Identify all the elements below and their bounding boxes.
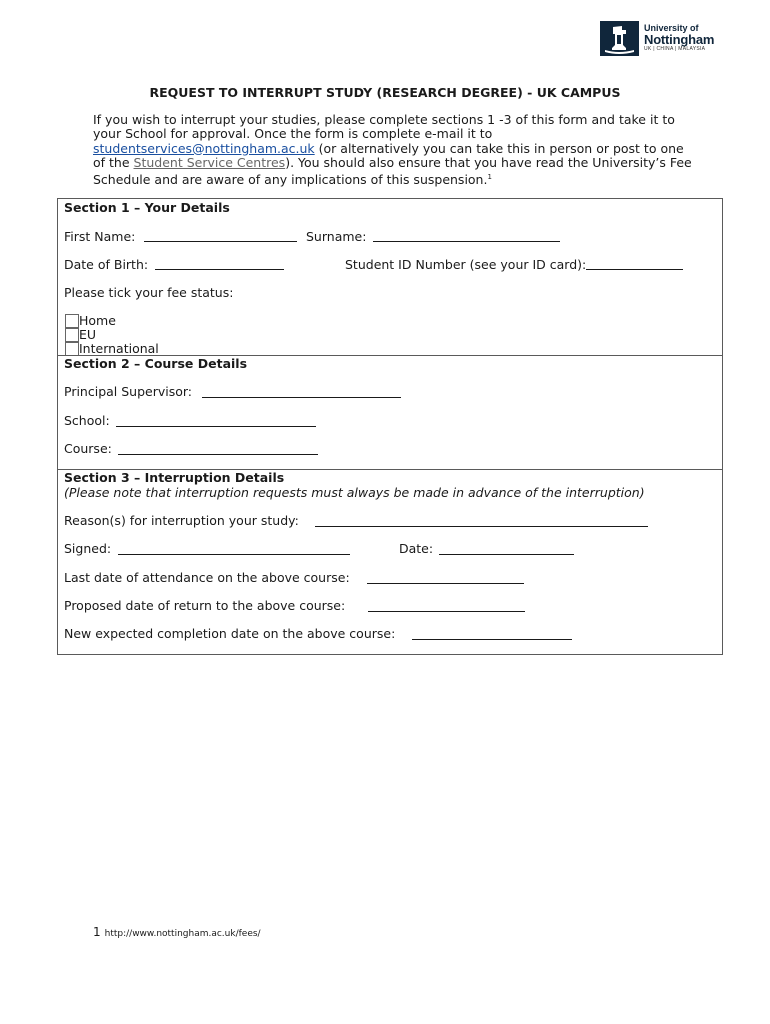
fee-eu-checkbox[interactable]	[65, 328, 79, 342]
shield-icon	[600, 21, 639, 56]
logo-line-3: UK | CHINA | MALAYSIA	[644, 46, 706, 52]
reasons-field[interactable]	[315, 526, 648, 527]
footnote	[93, 924, 261, 939]
fee-status-prompt: Please tick your fee status:	[64, 285, 234, 300]
surname-field[interactable]	[373, 241, 560, 242]
supervisor-label: Principal Supervisor:	[64, 384, 193, 399]
reasons-label: Reason(s) for interruption your study:	[64, 513, 299, 528]
university-logo	[600, 21, 715, 56]
section2-heading: Section 2 – Course Details	[64, 356, 248, 371]
completion-date-label: New expected completion date on the above course:	[64, 626, 396, 641]
first-name-label: First Name:	[64, 229, 136, 244]
logo-wordmark	[644, 24, 714, 52]
footnote-url[interactable]: http://www.nottingham.ac.uk/fees/	[104, 929, 261, 939]
supervisor-field[interactable]	[202, 397, 401, 398]
section1-heading: Section 1 – Your Details	[64, 200, 230, 215]
school-field[interactable]	[116, 426, 316, 427]
course-label: Course:	[64, 441, 112, 456]
date-label: Date:	[399, 541, 434, 556]
student-id-field[interactable]	[586, 269, 683, 270]
intro-paragraph	[93, 113, 693, 188]
date-field[interactable]	[439, 554, 574, 555]
intro-text-2: (or alternatively you can take this in person or post to one of the	[93, 140, 684, 170]
section3-heading: Section 3 – Interruption Details	[64, 470, 285, 485]
section3-note: (Please note that interruption requests must always be made in advance of the interruption)	[64, 485, 645, 500]
form-table	[57, 198, 723, 655]
signed-label: Signed:	[64, 541, 112, 556]
fee-international-label: International	[79, 341, 159, 356]
intro-text-1: If you wish to interrupt your studies, please complete sections 1 -3 of this form and take it to your School for approval. Once the form is complete e-mail it to	[93, 112, 675, 142]
dob-label: Date of Birth:	[64, 257, 149, 272]
footnote-number: 1	[93, 925, 101, 939]
fee-home-label: Home	[79, 313, 116, 328]
signed-field[interactable]	[118, 554, 350, 555]
school-label: School:	[64, 413, 110, 428]
document-title: REQUEST TO INTERRUPT STUDY (RESEARCH DEGREE) - UK CAMPUS	[149, 85, 621, 100]
email-link[interactable]: studentservices@nottingham.ac.uk	[93, 140, 315, 156]
last-date-field[interactable]	[367, 583, 524, 584]
fee-home-checkbox[interactable]	[65, 314, 79, 328]
footnote-ref[interactable]: 1	[487, 173, 492, 182]
surname-label: Surname:	[306, 229, 367, 244]
first-name-field[interactable]	[144, 241, 297, 242]
student-id-label: Student ID Number (see your ID card):	[345, 257, 587, 272]
student-service-centres-link[interactable]: Student Service Centres	[133, 154, 286, 170]
completion-date-field[interactable]	[412, 639, 572, 640]
last-date-label: Last date of attendance on the above course:	[64, 570, 350, 585]
logo-line-1: University of	[644, 23, 699, 33]
intro-text-3: ). You should also ensure that you have read the University’s Fee Schedule and are aware of any implications of this suspension.	[93, 154, 692, 188]
return-date-label: Proposed date of return to the above course:	[64, 598, 346, 613]
logo-line-2: Nottingham	[644, 32, 715, 47]
return-date-field[interactable]	[368, 611, 525, 612]
fee-eu-label: EU	[79, 327, 97, 342]
fee-international-checkbox[interactable]	[65, 342, 79, 356]
course-field[interactable]	[118, 454, 318, 455]
dob-field[interactable]	[155, 269, 284, 270]
